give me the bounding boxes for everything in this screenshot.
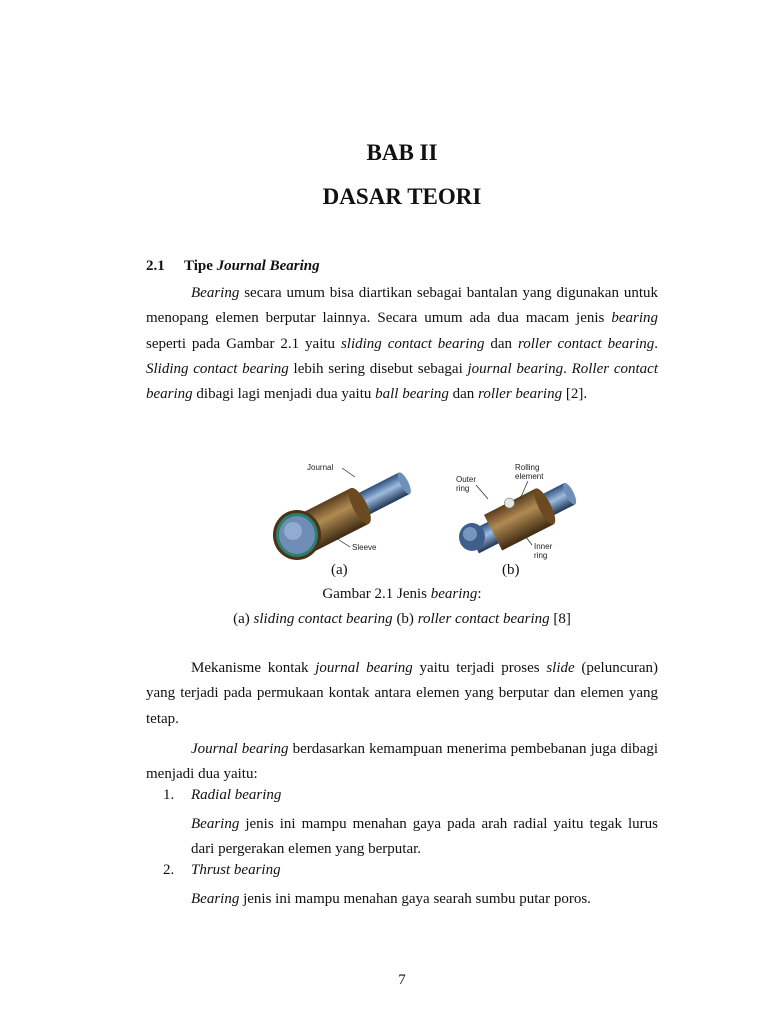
paragraph-1: Bearing secara umum bisa diartikan sebagai bantalan yang digunakan untuk menopang elemen berputar lainnya. Secara umum ada dua macam jenis bearing seperti pada Gambar 2.1 yaitu sliding contact bearing dan roller contact bearing. Sliding contact bearing lebih sering disebut sebagai journal bearing. Roller contact bearing dibagi lagi menjadi dua yaitu ball bearing dan roller bearing [2]. — [146, 285, 658, 403]
section-heading — [146, 258, 320, 275]
label-rolling-element-1: Rolling — [515, 463, 540, 472]
section-title-plain: Tipe — [184, 258, 217, 274]
chapter-number: BAB II — [366, 140, 438, 165]
list-item-1-title: Radial bearing — [191, 787, 282, 803]
label-outer-ring-2: ring — [456, 484, 470, 493]
label-outer-ring-1: Outer — [456, 475, 477, 484]
label-inner-ring-1: Inner — [534, 542, 553, 551]
list-item-1-number: 1. — [163, 787, 175, 803]
list-item-2-description: Bearing jenis ini mampu menahan gaya searah sumbu putar poros. — [191, 891, 591, 907]
list-item-2-number: 2. — [163, 862, 175, 878]
figure-label-a: (a) — [331, 562, 348, 578]
label-inner-ring-2: ring — [534, 551, 548, 560]
section-number: 2.1 — [146, 258, 165, 274]
paragraph-3: Journal bearing berdasarkan kemampuan menerima pembebanan juga dibagi menjadi dua yaitu: — [146, 741, 659, 783]
figure-caption-line-1: Gambar 2.1 Jenis bearing: — [322, 586, 482, 602]
page-number: 7 — [398, 972, 406, 988]
chapter-title: DASAR TEORI — [322, 184, 482, 209]
roller-bearing-illustration — [448, 455, 598, 563]
list-item-2-title: Thrust bearing — [191, 862, 281, 878]
label-journal: Journal — [307, 463, 334, 472]
sliding-bearing-illustration — [262, 455, 422, 563]
label-sleeve: Sleeve — [352, 543, 377, 552]
section-title-italic: Journal Bearing — [216, 258, 320, 274]
figure-label-b: (b) — [502, 562, 520, 578]
label-rolling-element-2: element — [515, 472, 544, 481]
paragraph-2: Mekanisme kontak journal bearing yaitu terjadi proses slide (peluncuran) yang terjadi pada permukaan kontak antara elemen yang berputar dan elemen yang tetap. — [146, 660, 658, 727]
figure-caption-line-2: (a) sliding contact bearing (b) roller contact bearing [8] — [233, 611, 571, 627]
list-item-1-description: Bearing jenis ini mampu menahan gaya pada arah radial yaitu tegak lurus dari pergerakan elemen yang berputar. — [191, 816, 658, 858]
